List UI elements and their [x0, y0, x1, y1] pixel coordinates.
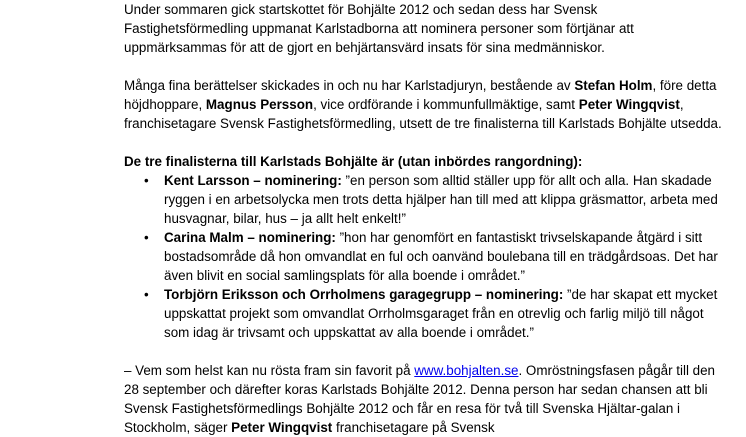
document-page — [124, 0, 724, 437]
voting-text-2: . Omröstningsfasen pågår till den 28 september och därefter koras Karlstads Bohjälte 2012. Denna person har sedan chansen att bli Svensk Fastighetsförmedlings Bohjälte 2012 och får en resa för två till Svenska Hjältar-galan i Stockholm, säger — [124, 363, 715, 435]
jury-member-magnus-persson: Magnus Persson — [205, 97, 314, 112]
jury-member-stefan-holm: Stefan Holm — [574, 78, 653, 93]
finalist-nomination-text: ”en person som alltid ställer upp för allt och alla. Han skadade ryggen i en arbetsolycka men trots detta hjälper han till med att klippa gräsmattor, arbeta med husvagnar, bilar, hus – ja allt helt enkelt!” — [164, 173, 718, 226]
finalist-nomination-text: ”de har skapat ett mycket uppskattat projekt som omvandlat Orrholmsgaraget från en otrevlig och farlig miljö till något som idag är trivsamt och uppskattat av alla boende i området.” — [164, 287, 718, 340]
finalists-list — [124, 171, 724, 342]
finalist-nomination-text: ”hon har genomfört en fantastiskt trivselskapande åtgärd i sitt bostadsområde då hon omvandlat en ful och oanvänd boulebana till en trädgårdsoas. Det har även blivit en social samlingsplats för alla boende i området.” — [164, 230, 718, 283]
finalists-heading: De tre finalisterna till Karlstads Bohjälte är (utan inbördes rangordning): — [124, 154, 583, 169]
finalist-name: Torbjörn Eriksson och Orrholmens garagegrupp – nominering: — [164, 287, 564, 302]
quote-speaker-peter-wingqvist: Peter Wingqvist — [231, 420, 333, 435]
intro-paragraph: Under sommaren gick startskottet för Bohjälte 2012 och sedan dess har Svensk Fastighetsförmedling uppmanat Karlstadborna att nominera personer som förtjänar att uppmärksammas för att de gjort en behjärtansvärd insats för sina medmänniskor. — [124, 2, 634, 55]
jury-text-4: , franchisetagare Svensk Fastighetsförmedling, utsett de tre finalisterna till Karlstads Bohjälte utsedda. — [124, 97, 722, 131]
jury-paragraph — [124, 76, 724, 133]
jury-text-3: , vice ordförande i kommunfullmäktige, samt — [313, 97, 579, 112]
jury-text-2: , före detta höjdhoppare, — [124, 78, 717, 112]
bullet-icon: • — [144, 230, 149, 245]
finalist-item-kent-larsson — [144, 171, 724, 228]
bullet-icon: • — [144, 287, 149, 302]
jury-text-1: Många fina berättelser skickades in och nu har Karlstadjuryn, bestående av — [124, 78, 575, 93]
finalist-name: Kent Larsson – nominering: — [164, 173, 342, 188]
voting-text-1: – Vem som helst kan nu rösta fram sin favorit på — [124, 363, 415, 378]
finalist-item-carina-malm — [144, 228, 724, 285]
finalist-name: Carina Malm – nominering: — [164, 230, 336, 245]
jury-member-peter-wingqvist: Peter Wingqvist — [578, 97, 680, 112]
voting-paragraph — [124, 361, 724, 437]
bullet-icon: • — [144, 173, 149, 188]
finalist-item-torbjorn-eriksson — [144, 285, 724, 342]
bohjalten-link[interactable]: www.bohjalten.se — [414, 363, 519, 378]
voting-text-3: franchisetagare på Svensk — [332, 420, 495, 435]
